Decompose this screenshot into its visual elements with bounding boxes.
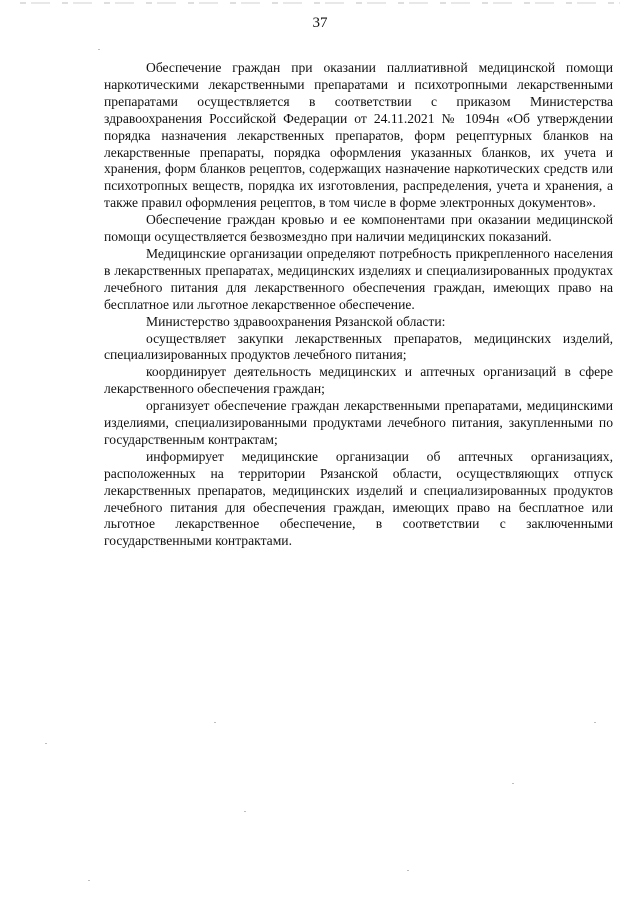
page-number: 37	[312, 15, 328, 31]
body-text	[104, 60, 613, 550]
scan-speck	[407, 870, 409, 871]
paragraph-organization: организует обеспечение граждан лекарственными препаратами, медицинскими изделиями, специализированными продуктами лечебного питания, закупленными по государственным контрактам;	[104, 398, 613, 447]
scan-speck	[88, 880, 90, 881]
scan-speck	[214, 722, 216, 723]
scan-edge-artifact	[20, 2, 620, 4]
scan-speck	[512, 783, 514, 784]
scan-speck	[98, 49, 100, 50]
paragraph-ministry-heading: Министерство здравоохранения Рязанской области:	[146, 313, 446, 329]
scan-speck	[45, 743, 47, 744]
paragraph-coordination: координирует деятельность медицинских и аптечных организаций в сфере лекарственного обеспечения граждан;	[104, 364, 613, 397]
paragraph-blood-components: Обеспечение граждан кровью и ее компонентами при оказании медицинской помощи осуществляется безвозмездно при наличии медицинских показаний.	[104, 212, 613, 245]
scan-speck	[244, 811, 246, 812]
paragraph-palliative-care: Обеспечение граждан при оказании паллиативной медицинской помощи наркотическими лекарственными препаратами и психотропными лекарственными препаратами осуществляется в соответствии с приказом Министерства здравоохранения Российской Федерации от 24.11.2021 № 1094н «Об утверждении порядка назначения лекарственных препаратов, форм рецептурных бланков на лекарственные препараты, порядка оформления указанных бланков, их учета и хранения, форм бланков рецептов, содержащих назначение наркотических средств или психотропных веществ, порядка их изготовления, распределения, учета и хранения, а также правил оформления рецептов, в том числе в форме электронных документов».	[104, 60, 613, 211]
scan-speck	[594, 722, 596, 723]
paragraph-medical-organizations: Медицинские организации определяют потребность прикрепленного населения в лекарственных препаратах, медицинских изделиях и специализированных продуктах лечебного питания для лекарственного обеспечения граждан, имеющих право на бесплатное или льготное лекарственное обеспечение.	[104, 245, 613, 312]
paragraph-procurement: осуществляет закупки лекарственных препаратов, медицинских изделий, специализированных продуктов лечебного питания;	[104, 330, 613, 363]
paragraph-information: информирует медицинские организации об аптечных организациях, расположенных на территории Рязанской области, осуществляющих отпуск лекарственных препаратов, медицинских изделий и специализированных продуктов лечебного питания для обеспечения граждан, имеющих право на бесплатное или льготное лекарственное обеспечение, в соответствии с заключенными государственными контрактами.	[104, 448, 613, 549]
